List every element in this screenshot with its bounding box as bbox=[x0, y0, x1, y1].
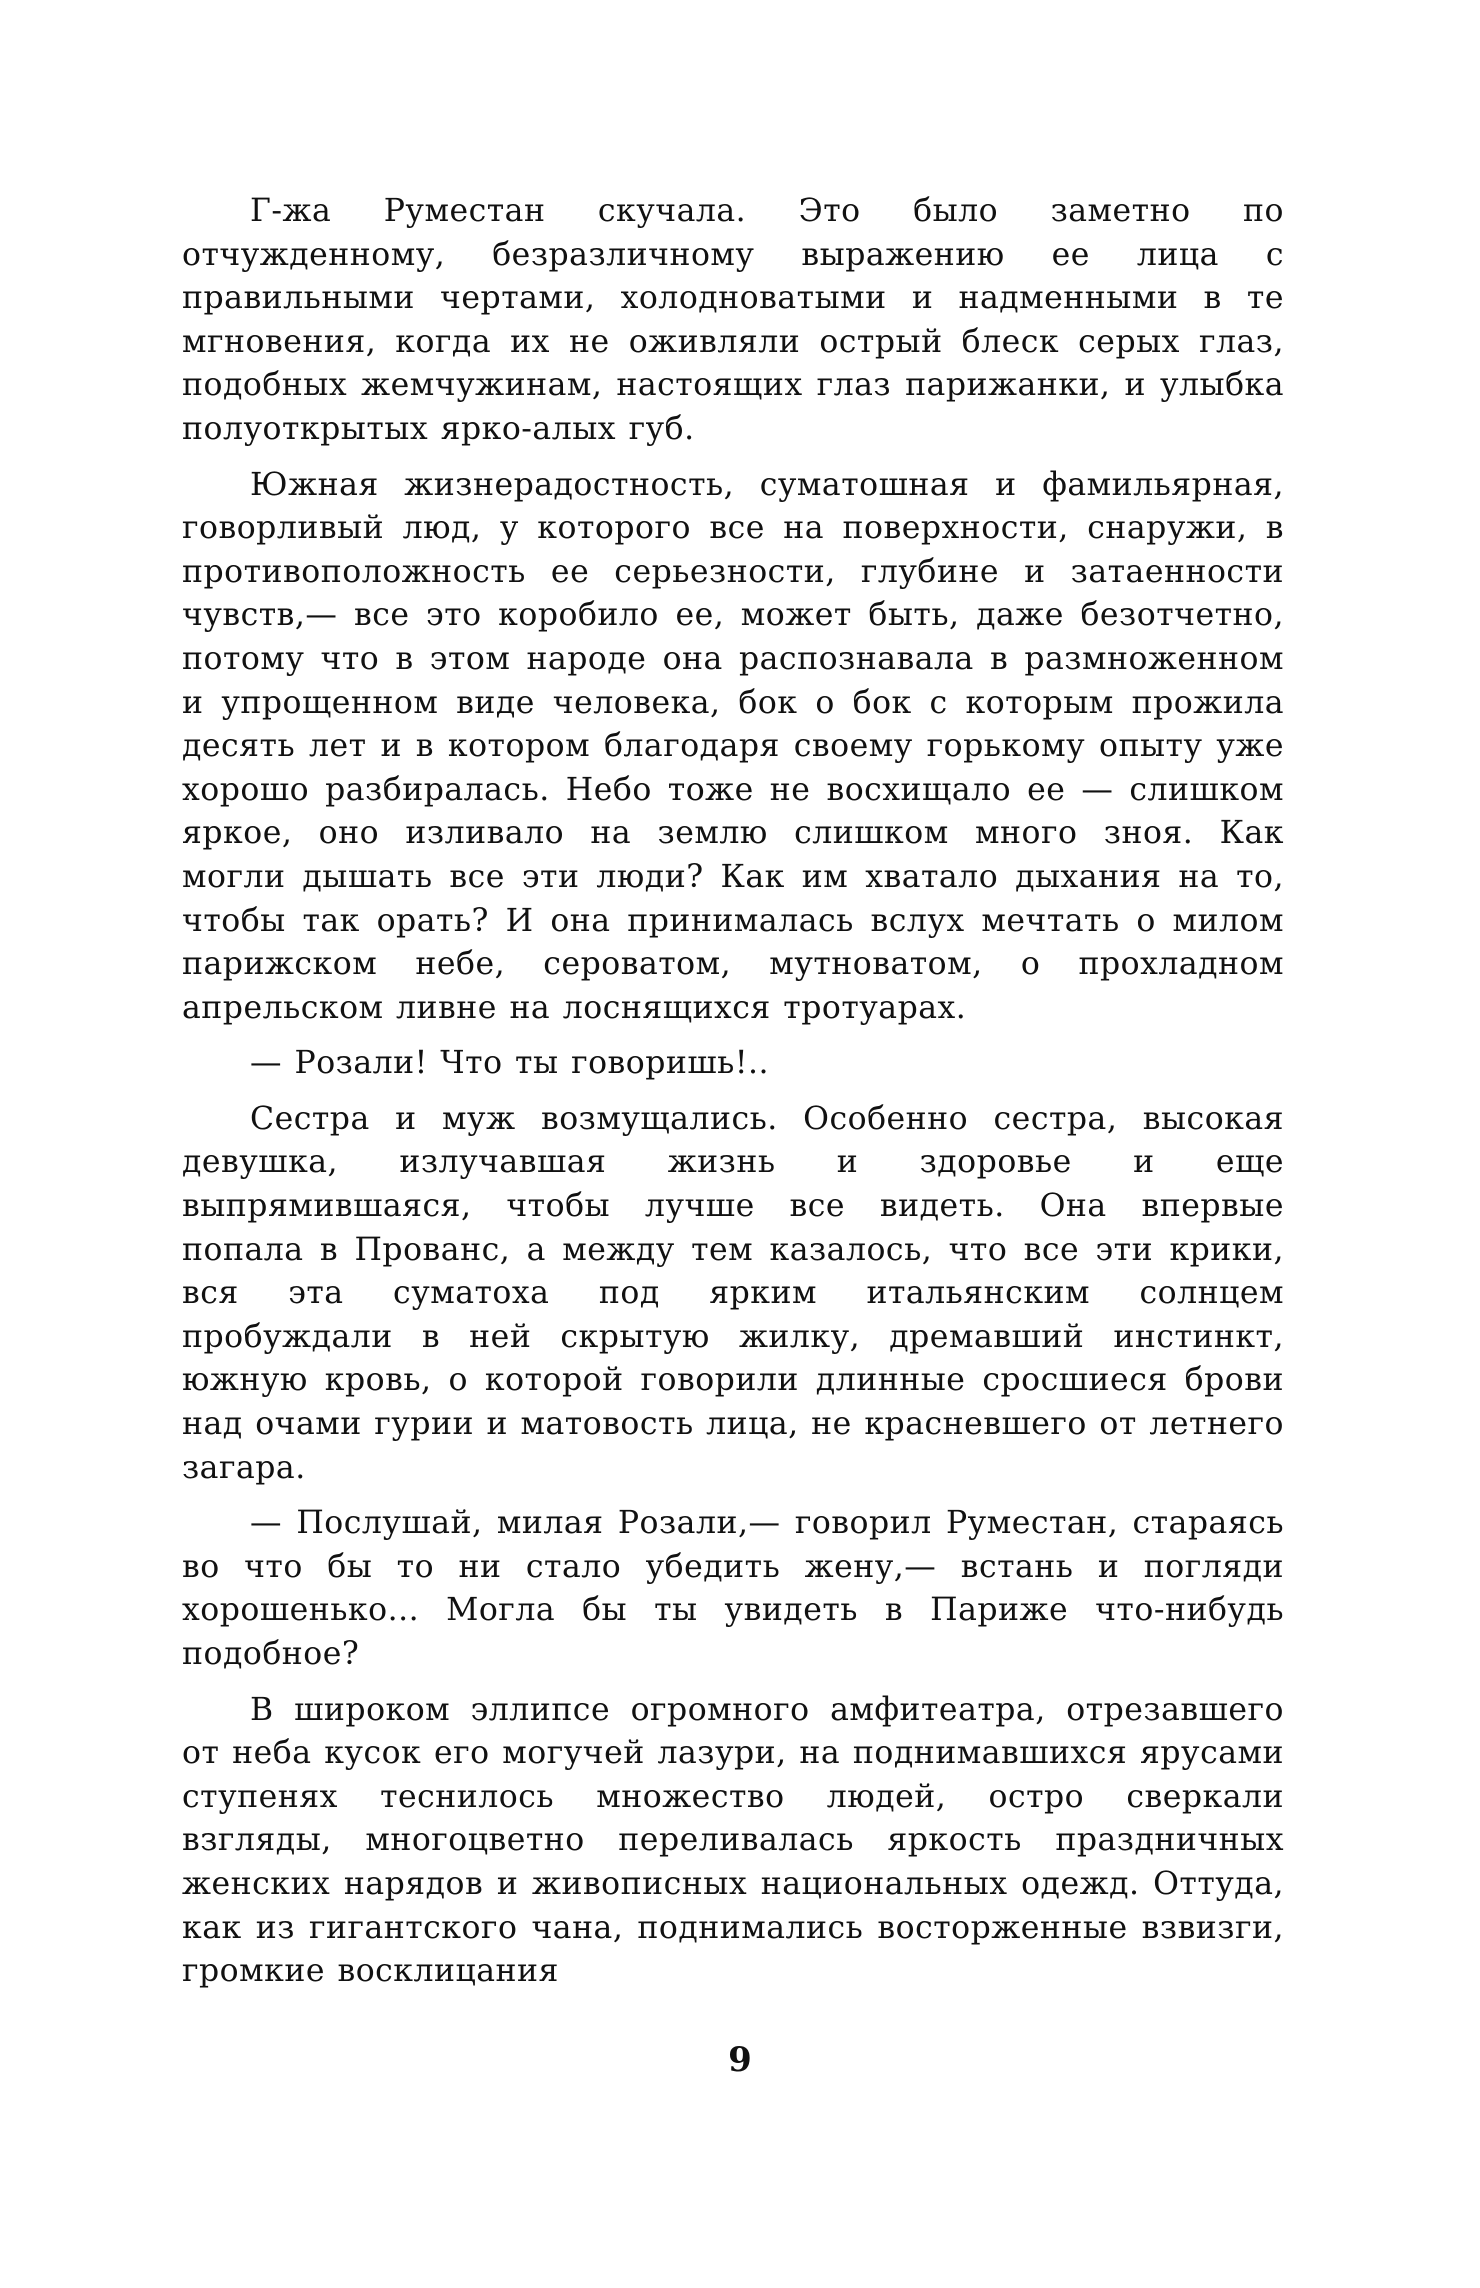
book-page bbox=[182, 190, 1284, 1994]
paragraph-5: — Послушай, милая Розали,— говорил Руместан, стараясь во что бы то ни стало убедить жену,— встань и погляди хорошенько... Могла бы ты увидеть в Париже что-нибудь подобное? bbox=[182, 1505, 1284, 1672]
paragraph-3: — Розали! Что ты говоришь!.. bbox=[250, 1045, 770, 1082]
paragraph-1: Г-жа Руместан скучала. Это было заметно по отчужденному, безразличному выражению ее лица с правильными чертами, холодноватыми и надменными в те мгновения, когда их не оживляли острый блеск серых глаз, подобных жемчужинам, настоящих глаз парижанки, и улыбка полуоткрытых ярко-алых губ. bbox=[182, 193, 1284, 447]
page-number: 9 bbox=[728, 2040, 752, 2080]
paragraph-6: В широком эллипсе огромного амфитеатра, отрезавшего от неба кусок его могучей лазури, на поднимавшихся ярусами ступенях теснилось множество людей, остро сверкали взгляды, многоцветно переливалась яркость праздничных женских нарядов и живописных национальных одежд. Оттуда, как из гигантского чана, поднимались восторженные взвизги, громкие восклицания bbox=[182, 1691, 1284, 1990]
paragraph-4: Сестра и муж возмущались. Особенно сестра, высокая девушка, излучавшая жизнь и здоровье и еще выпрямившаяся, чтобы лучше все видеть. Она впервые попала в Прованс, а между тем казалось, что все эти крики, вся эта суматоха под ярким итальянским солнцем пробуждали в ней скрытую жилку, дремавший инстинкт, южную кровь, о которой говорили длинные сросшиеся брови над очами гурии и матовость лица, не красневшего от летнего загара. bbox=[182, 1100, 1284, 1486]
paragraph-2: Южная жизнерадостность, суматошная и фамильярная, говорливый люд, у которого все на поверхности, снаружи, в противоположность ее серьезности, глубине и затаенности чувств,— все это коробило ее, может быть, даже безотчетно, потому что в этом народе она распознавала в размноженном и упрощенном виде человека, бок о бок с которым прожила десять лет и в котором благодаря своему горькому опыту уже хорошо разбиралась. Небо тоже не восхищало ее — слишком яркое, оно изливало на землю слишком много зноя. Как могли дышать все эти люди? Как им хватало дыхания на то, чтобы так орать? И она принималась вслух мечтать о милом парижском небе, сероватом, мутноватом, о прохладном апрельском ливне на лоснящихся тротуарах. bbox=[182, 466, 1284, 1026]
